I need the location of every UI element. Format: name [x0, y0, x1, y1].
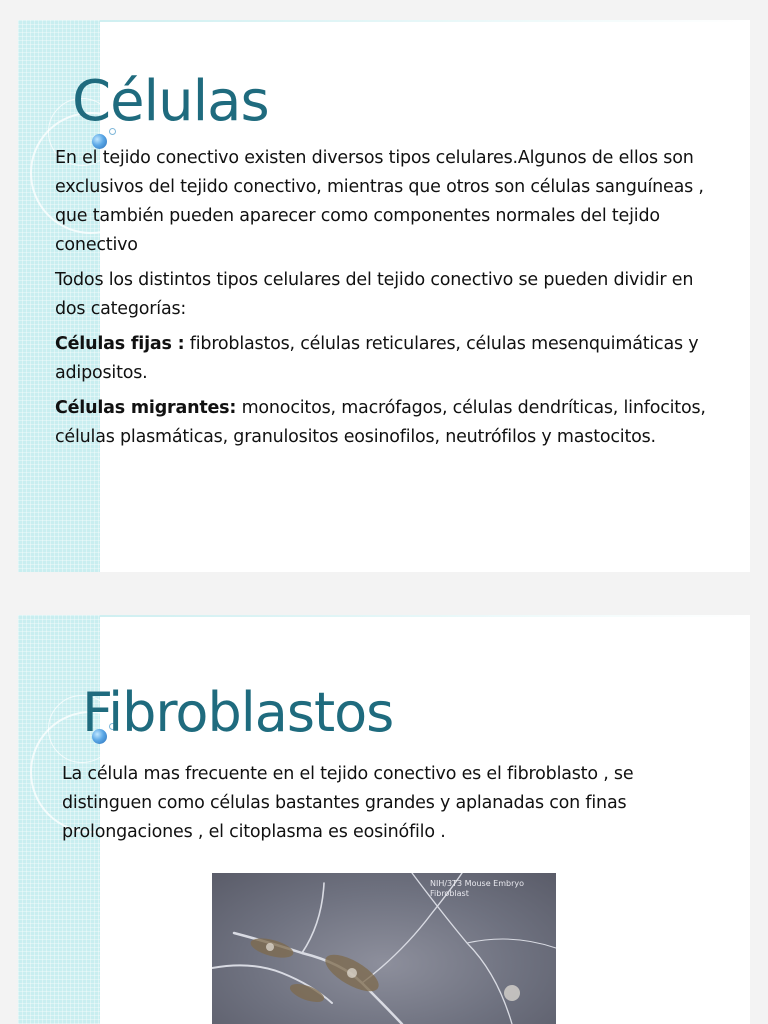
migrant-cells-label: Células migrantes: — [55, 398, 237, 418]
slide-body — [55, 144, 723, 458]
slide-title: Fibroblastos — [82, 681, 394, 744]
paragraph: La célula mas frecuente en el tejido conectivo es el fibroblasto , se distinguen como células bastantes grandes y aplanadas con finas prolongaciones , el citoplasma es eosinófilo . — [62, 764, 634, 842]
fixed-cells-label: Células fijas : — [55, 334, 185, 354]
slide-body — [62, 760, 726, 853]
migrant-cells-text: monocitos, macrófagos, células dendríticas, linfocitos, células plasmáticas, granulositos eosinofilos, neutrófilos y mastocitos. — [55, 398, 706, 447]
slide-fibroblastos — [18, 615, 750, 1024]
slide-title: Células — [72, 69, 269, 134]
fibroblast-micrograph — [212, 873, 556, 1024]
fixed-cells-text: fibroblastos, células reticulares, células mesenquimáticas y adipositos. — [55, 334, 699, 383]
slide-celulas — [18, 20, 750, 572]
paragraph: Todos los distintos tipos celulares del tejido conectivo se pueden dividir en dos categorías: — [55, 270, 694, 319]
fixed-cells-paragraph — [55, 330, 723, 388]
decorative-top-rule — [100, 20, 750, 22]
migrant-cells-paragraph — [55, 394, 723, 452]
image-caption: NIH/3T3 Mouse Embryo Fibroblast — [430, 879, 525, 898]
decorative-top-rule — [100, 615, 750, 617]
paragraph: En el tejido conectivo existen diversos tipos celulares.Algunos de ellos son exclusivos del tejido conectivo, mientras que otros son células sanguíneas , que también pueden aparecer como componentes normales del tejido conectivo — [55, 148, 704, 255]
